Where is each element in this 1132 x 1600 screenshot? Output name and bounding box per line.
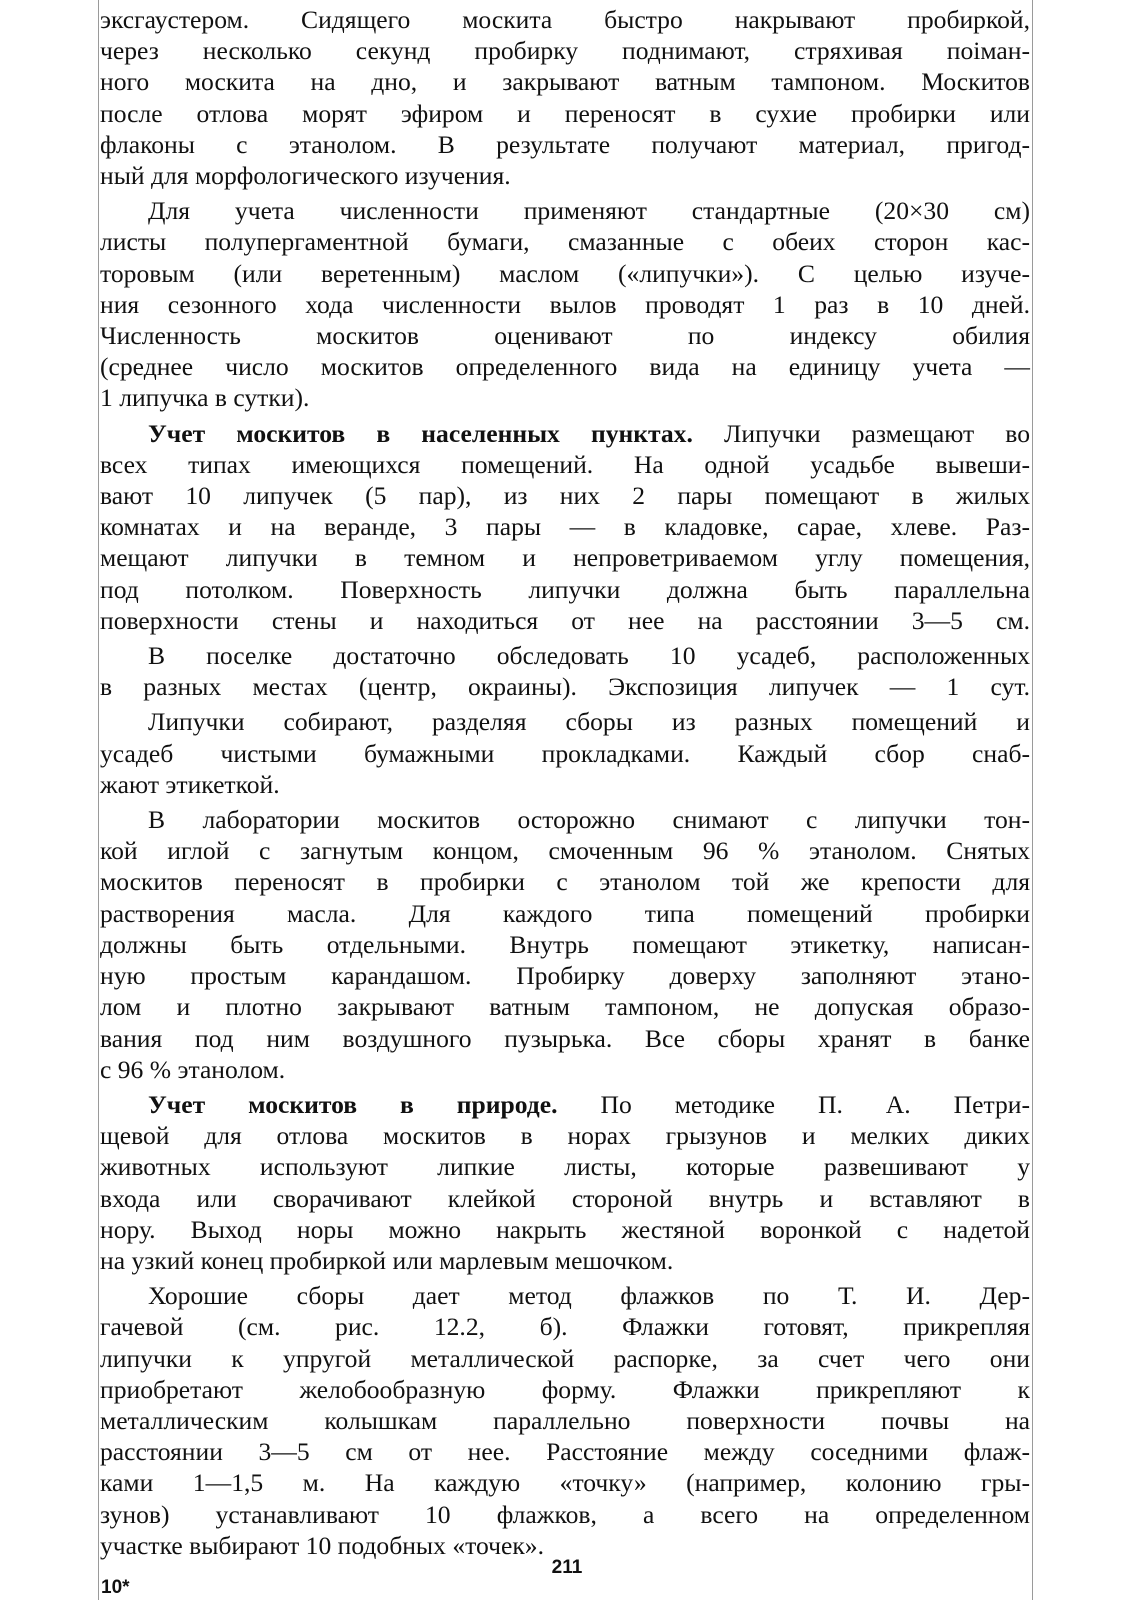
text-line: торовым (или веретенным) маслом («липучки»). С целью изуче- bbox=[100, 258, 1030, 288]
text-line: на узкий конец пробиркой или марлевым мешочком. bbox=[100, 1245, 674, 1275]
page-number: 211 bbox=[551, 1557, 583, 1578]
section-heading: Учет москитов в природе. bbox=[148, 1089, 558, 1119]
text-line: усадеб чистыми бумажными прокладками. Каждый сбор снаб- bbox=[100, 738, 1030, 768]
text-line: участке выбирают 10 подобных «точек». bbox=[100, 1530, 544, 1560]
text-line: животных используют липкие листы, которые развешивают у bbox=[100, 1152, 1030, 1182]
text-line: нору. Выход норы можно накрыть жестяной воронкой с надетой bbox=[100, 1214, 1030, 1244]
text-line: мещают липучки в темном и непроветриваемом углу помещения, bbox=[100, 543, 1030, 573]
text-line: вания под ним воздушного пузырька. Все сборы хранят в банке bbox=[100, 1023, 1030, 1053]
left-margin-rule bbox=[98, 0, 99, 1600]
text-line: расстоянии 3—5 см от нее. Расстояние между соседними флаж- bbox=[100, 1437, 1030, 1467]
text-line: Хорошие сборы дает метод флажков по Т. И. Дер- bbox=[148, 1281, 1030, 1311]
signature-mark: 10* bbox=[101, 1577, 130, 1598]
text-line: кой иглой с загнутым концом, смоченным 96 % этанолом. Снятых bbox=[100, 836, 1030, 866]
text-line: гачевой (см. рис. 12.2, б). Флажки готовят, прикрепляя bbox=[100, 1312, 1030, 1342]
text-line: ный для морфологического изучения. bbox=[100, 161, 511, 191]
text-line: лом и плотно закрывают ватным тампоном, не допуская образо- bbox=[100, 992, 1030, 1022]
paragraph bbox=[100, 195, 1030, 413]
paragraph bbox=[100, 418, 1030, 636]
text-line: ную простым карандашом. Пробирку доверху заполняют этано- bbox=[100, 961, 1030, 991]
text-line: ного москита на дно, и закрывают ватным тампоном. Москитов bbox=[100, 67, 1030, 97]
text-line: Численность москитов оценивают по индексу обилия bbox=[100, 321, 1030, 351]
page-body bbox=[100, 4, 1030, 1561]
text-line: поверхности стены и находиться от нее на расстоянии 3—5 см. bbox=[100, 605, 1030, 635]
text-line: жают этикеткой. bbox=[100, 769, 280, 799]
text-line bbox=[100, 1089, 1030, 1120]
text-line: липучки к упругой металлической распорке, за счет чего они bbox=[100, 1343, 1030, 1373]
paragraph bbox=[100, 1280, 1030, 1561]
text-line: Липучки собирают, разделяя сборы из разных помещений и bbox=[148, 707, 1030, 737]
text-line: комнатах и на веранде, 3 пары — в кладовке, сарае, хлеве. Раз- bbox=[100, 512, 1030, 542]
text-line: В поселке достаточно обследовать 10 усадеб, расположенных bbox=[148, 641, 1030, 671]
paragraph bbox=[100, 4, 1030, 191]
text-line: ками 1—1,5 м. На каждую «точку» (например, колонию гры- bbox=[100, 1468, 1030, 1498]
right-margin-rule bbox=[1032, 0, 1033, 1600]
text-line: 1 липучка в сутки). bbox=[100, 383, 310, 413]
text-line: Для учета численности применяют стандартные (20×30 см) bbox=[148, 196, 1030, 226]
text-line: растворения масла. Для каждого типа помещений пробирки bbox=[100, 898, 1030, 928]
paragraph bbox=[100, 804, 1030, 1085]
text-line: щевой для отлова москитов в норах грызунов и мелких диких bbox=[100, 1121, 1030, 1151]
section-heading: Учет москитов в населенных пунктах. bbox=[148, 418, 693, 448]
paragraph bbox=[100, 1089, 1030, 1276]
text-line: приобретают желобообразную форму. Флажки прикрепляют к bbox=[100, 1374, 1030, 1404]
paragraph bbox=[100, 640, 1030, 702]
text-line: ния сезонного хода численности вылов проводят 1 раз в 10 дней. bbox=[100, 289, 1030, 319]
text-line: зунов) устанавливают 10 флажков, а всего на определенном bbox=[100, 1499, 1030, 1529]
text-line: после отлова морят эфиром и переносят в сухие пробирки или bbox=[100, 98, 1030, 128]
text-line: вают 10 липучек (5 пар), из них 2 пары помещают в жилых bbox=[100, 481, 1030, 511]
text-line: через несколько секунд пробирку поднимают, стряхивая поіман- bbox=[100, 36, 1030, 66]
text-line: в разных местах (центр, окраины). Экспозиция липучек — 1 сут. bbox=[100, 672, 1030, 702]
text-line: москитов переносят в пробирки с этанолом той же крепости для bbox=[100, 867, 1030, 897]
text-line: В лаборатории москитов осторожно снимают с липучки тон- bbox=[148, 805, 1030, 835]
text-fragment: Липучки размещают во bbox=[692, 418, 1030, 448]
text-line: с 96 % этанолом. bbox=[100, 1054, 286, 1084]
text-line: эксгаустером. Сидящего москита быстро накрывают пробиркой, bbox=[100, 5, 1030, 34]
paragraph bbox=[100, 706, 1030, 800]
text-line bbox=[100, 418, 1030, 449]
text-line: металлическим колышкам параллельно поверхности почвы на bbox=[100, 1405, 1030, 1435]
text-fragment: По методике П. А. Петри- bbox=[557, 1089, 1030, 1119]
text-line: всех типах имеющихся помещений. На одной усадьбе вывеши- bbox=[100, 449, 1030, 479]
text-line: входа или сворачивают клейкой стороной внутрь и вставляют в bbox=[100, 1183, 1030, 1213]
text-line: листы полупергаментной бумаги, смазанные с обеих сторон кас- bbox=[100, 227, 1030, 257]
text-line: должны быть отдельными. Внутрь помещают этикетку, написан- bbox=[100, 929, 1030, 959]
text-line: (среднее число москитов определенного вида на единицу учета — bbox=[100, 352, 1030, 382]
text-line: флаконы с этанолом. В результате получают материал, пригод- bbox=[100, 129, 1030, 159]
text-line: под потолком. Поверхность липучки должна быть параллельна bbox=[100, 574, 1030, 604]
